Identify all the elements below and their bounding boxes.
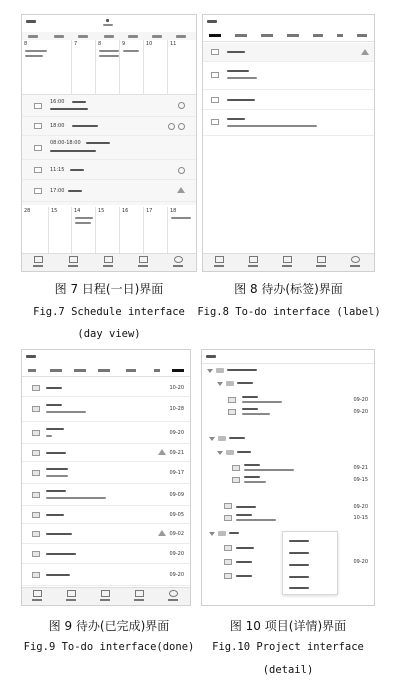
done-checkbox[interactable]	[32, 385, 40, 391]
folder-icon	[218, 436, 226, 441]
task-checkbox[interactable]	[224, 503, 232, 509]
done-item[interactable]	[22, 544, 190, 564]
weekday-label	[176, 35, 186, 38]
figure-10-caption-en-2: (detail)	[262, 664, 314, 676]
nav-project-icon[interactable]	[317, 256, 326, 263]
done-date: 09-09	[169, 492, 184, 498]
done-item[interactable]	[22, 524, 190, 544]
figure-9-caption-zh: 图 9 待办(已完成)界面	[48, 619, 170, 633]
expand-arrow-icon[interactable]	[209, 532, 215, 536]
context-menu-item[interactable]	[289, 587, 309, 589]
tab[interactable]	[154, 369, 160, 372]
done-checkbox[interactable]	[32, 470, 40, 476]
context-menu-item[interactable]	[289, 552, 309, 554]
done-item[interactable]	[22, 462, 190, 484]
nav-profile-icon[interactable]	[169, 590, 178, 597]
figure-10-caption-zh: 图 10 项目(详情)界面	[229, 619, 347, 633]
tab[interactable]	[74, 369, 86, 372]
task-date: 09-21	[353, 465, 368, 471]
done-checkbox[interactable]	[32, 406, 40, 412]
bottom-nav	[22, 587, 190, 605]
tab[interactable]	[287, 34, 299, 37]
calendar-day-number: 15	[98, 208, 105, 214]
event-item[interactable]	[22, 136, 197, 160]
event-item[interactable]	[22, 160, 197, 180]
calendar-day-cell[interactable]	[120, 207, 144, 255]
task-checkbox[interactable]	[232, 477, 240, 483]
figure-8-caption-en: Fig.8 To-do interface (label)	[197, 306, 381, 318]
weekday-label	[28, 35, 38, 38]
calendar-day-number: 16	[122, 208, 129, 214]
project-name	[227, 369, 257, 371]
calendar-day-cell[interactable]	[72, 207, 96, 255]
done-checkbox[interactable]	[32, 450, 40, 456]
header-title	[26, 355, 36, 358]
tab[interactable]	[337, 34, 343, 37]
people-icon	[158, 449, 166, 455]
nav-calendar-icon[interactable]	[34, 256, 43, 263]
todo-checkbox[interactable]	[211, 49, 219, 55]
task-date: 09-20	[353, 409, 368, 415]
calendar-day-number: 10	[146, 41, 153, 47]
header-title	[207, 20, 217, 23]
nav-schedule-icon[interactable]	[249, 256, 258, 263]
alarm-icon	[178, 167, 185, 174]
task-checkbox[interactable]	[228, 397, 236, 403]
tab[interactable]	[98, 369, 110, 372]
done-item[interactable]	[22, 379, 190, 397]
weekday-row	[22, 32, 196, 40]
event-checkbox[interactable]	[34, 123, 42, 129]
done-checkbox[interactable]	[32, 492, 40, 498]
calendar-day-cell[interactable]	[120, 40, 144, 95]
nav-project-icon[interactable]	[135, 590, 144, 597]
figure-9-screenshot	[21, 349, 191, 606]
nav-todo-icon[interactable]	[101, 590, 110, 597]
header-month	[106, 19, 109, 22]
calendar-day-cell[interactable]	[144, 40, 168, 95]
tab[interactable]	[261, 34, 273, 37]
expand-arrow-icon[interactable]	[217, 451, 223, 455]
header-title	[26, 20, 36, 23]
figure-7-screenshot	[21, 14, 197, 272]
tab-label[interactable]	[209, 34, 221, 37]
done-item[interactable]	[22, 422, 190, 444]
task-checkbox[interactable]	[224, 573, 232, 579]
task-checkbox[interactable]	[224, 515, 232, 521]
event-time: 18:00	[50, 123, 65, 129]
figure-7-caption-zh: 图 7 日程(一日)界面	[54, 282, 164, 296]
tab[interactable]	[357, 34, 367, 37]
calendar-day-cell[interactable]	[48, 207, 72, 255]
event-time: 11:15	[50, 167, 65, 173]
event-item[interactable]	[22, 117, 197, 136]
folder-icon	[226, 381, 234, 386]
day-events-panel	[22, 95, 197, 205]
context-menu-item[interactable]	[289, 540, 309, 542]
weekday-label	[104, 35, 114, 38]
done-checkbox[interactable]	[32, 572, 40, 578]
nav-schedule-icon[interactable]	[69, 256, 78, 263]
figure-10-screenshot	[201, 349, 375, 606]
nav-todo-icon[interactable]	[104, 256, 113, 263]
expand-arrow-icon[interactable]	[207, 369, 213, 373]
calendar-day-number: 8	[24, 41, 28, 47]
context-menu	[282, 531, 338, 595]
calendar-day-number: 14	[74, 208, 81, 214]
task-date: 09-20	[353, 559, 368, 565]
calendar-day-number: 11	[170, 41, 177, 47]
header-year	[103, 24, 113, 26]
event-item[interactable]	[22, 95, 197, 117]
done-date: 09-05	[169, 512, 184, 518]
tab[interactable]	[235, 34, 247, 37]
calendar-day-cell[interactable]	[168, 207, 197, 255]
task-date: 09-15	[353, 477, 368, 483]
weekday-label	[54, 35, 64, 38]
tab-done[interactable]	[172, 369, 184, 372]
nav-profile-icon[interactable]	[174, 256, 183, 263]
done-date: 09-02	[169, 531, 184, 537]
event-time: 17:00	[50, 188, 65, 194]
task-date: 10-15	[353, 515, 368, 521]
done-item[interactable]	[22, 444, 190, 462]
done-date: 09-17	[169, 470, 184, 476]
calendar-day-number: 8	[98, 41, 102, 47]
todo-checkbox[interactable]	[211, 119, 219, 125]
header-title	[206, 355, 216, 358]
done-date: 09-20	[169, 551, 184, 557]
calendar-day-cell[interactable]	[72, 40, 96, 95]
todo-item[interactable]	[203, 110, 374, 136]
done-item[interactable]	[22, 564, 190, 586]
people-icon	[361, 49, 369, 55]
done-item[interactable]	[22, 484, 190, 506]
figure-8-caption-zh: 图 8 待办(标签)界面	[234, 282, 343, 296]
event-time: 08:00-18:00	[50, 140, 81, 146]
calendar-day-cell[interactable]	[144, 207, 168, 255]
done-checkbox[interactable]	[32, 512, 40, 518]
calendar-day-number: 17	[146, 208, 153, 214]
done-item[interactable]	[22, 397, 190, 422]
tab[interactable]	[313, 34, 323, 37]
alarm-icon	[178, 102, 185, 109]
event-checkbox[interactable]	[34, 167, 42, 173]
repeat-icon	[168, 123, 175, 130]
todo-item[interactable]	[203, 90, 374, 110]
nav-profile-icon[interactable]	[351, 256, 360, 263]
task-checkbox[interactable]	[228, 409, 236, 415]
folder-icon	[226, 450, 234, 455]
calendar-day-number: 9	[122, 41, 126, 47]
event-checkbox[interactable]	[34, 188, 42, 194]
done-checkbox[interactable]	[32, 551, 40, 557]
nav-schedule-icon[interactable]	[67, 590, 76, 597]
done-checkbox[interactable]	[32, 430, 40, 436]
alarm-icon	[178, 123, 185, 130]
expand-arrow-icon[interactable]	[217, 382, 223, 386]
task-date: 09-20	[353, 397, 368, 403]
todo-item[interactable]	[203, 43, 374, 62]
calendar-day-number: 28	[24, 208, 31, 214]
calendar-day-number: 18	[170, 208, 177, 214]
task-checkbox[interactable]	[232, 465, 240, 471]
todo-checkbox[interactable]	[211, 97, 219, 103]
bottom-nav	[203, 253, 374, 271]
figure-9-caption-en: Fig.9 To-do interface(done)	[23, 641, 195, 653]
folder-icon	[216, 368, 224, 373]
event-time: 16:00	[50, 99, 65, 105]
weekday-label	[128, 35, 138, 38]
task-date: 09-20	[353, 504, 368, 510]
nav-project-icon[interactable]	[139, 256, 148, 263]
event-checkbox[interactable]	[34, 103, 42, 109]
calendar-day-cell[interactable]	[96, 40, 120, 95]
done-date: 09-20	[169, 572, 184, 578]
nav-calendar-icon[interactable]	[33, 590, 42, 597]
todo-item[interactable]	[203, 62, 374, 90]
context-menu-item[interactable]	[289, 564, 309, 566]
context-menu-item[interactable]	[289, 576, 309, 578]
calendar-day-cell[interactable]	[22, 40, 72, 95]
figure-7-caption-en: Fig.7 Schedule interface	[33, 306, 185, 318]
calendar-day-cell[interactable]	[168, 40, 197, 95]
event-checkbox[interactable]	[34, 145, 42, 151]
done-date: 10-20	[169, 385, 184, 391]
tab[interactable]	[28, 369, 36, 372]
people-icon	[158, 530, 166, 536]
tab[interactable]	[50, 369, 62, 372]
figure-8-screenshot	[202, 14, 375, 272]
weekday-label	[152, 35, 162, 38]
nav-todo-icon[interactable]	[283, 256, 292, 263]
done-date: 09-20	[169, 430, 184, 436]
folder-icon	[218, 531, 226, 536]
calendar-day-number: 7	[74, 41, 78, 47]
todo-checkbox[interactable]	[211, 72, 219, 78]
weekday-label	[78, 35, 88, 38]
done-date: 10-28	[169, 406, 184, 412]
event-item[interactable]	[22, 180, 197, 202]
done-checkbox[interactable]	[32, 531, 40, 537]
people-icon	[177, 187, 185, 193]
expand-arrow-icon[interactable]	[209, 437, 215, 441]
done-item[interactable]	[22, 506, 190, 524]
task-checkbox[interactable]	[224, 559, 232, 565]
calendar-day-number: 15	[51, 208, 58, 214]
done-date: 09-21	[169, 450, 184, 456]
nav-calendar-icon[interactable]	[215, 256, 224, 263]
bottom-nav	[22, 253, 196, 271]
calendar-day-cell[interactable]	[96, 207, 120, 255]
task-checkbox[interactable]	[224, 545, 232, 551]
tab[interactable]	[126, 369, 136, 372]
figure-10-caption-en: Fig.10 Project interface	[212, 641, 364, 653]
figure-7-caption-en-2: (day view)	[77, 328, 141, 340]
